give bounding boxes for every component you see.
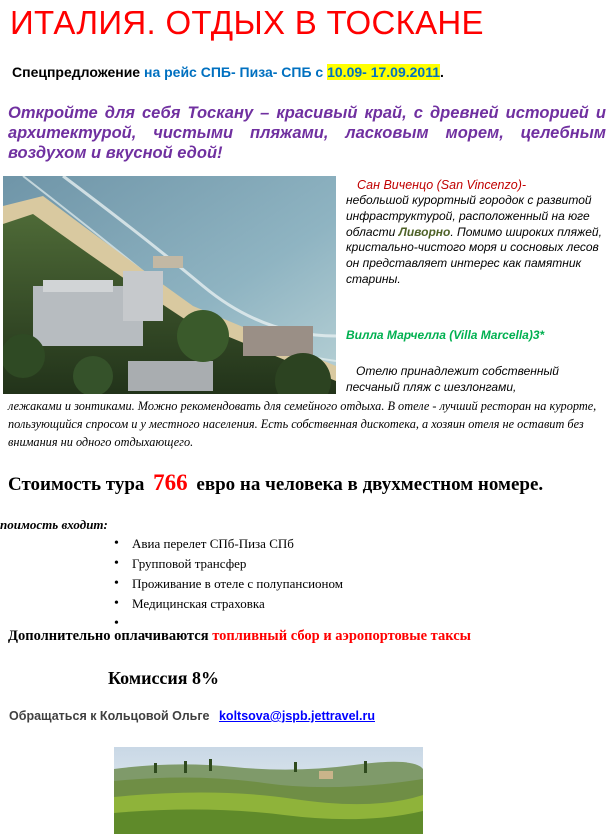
coast-photo [3,176,336,394]
offer-end: . [440,64,444,80]
extra-prefix: Дополнительно оплачиваются [8,628,209,644]
hotel-name: Вилла Марчелла (Villa Marcella)3* [346,328,545,342]
resort-title: Сан Виченцо (San Vincenzo)- [357,178,527,192]
list-item: • Проживание в отеле с полупансионом [114,574,343,594]
cost-prefix: Стоимость тура [8,474,145,495]
resort-desc-before: небольшой курортный городок с развитой инфраструктурой, расположенный на юге области [346,193,592,239]
offer-label: Спецпредложение [12,64,141,80]
cost-suffix: евро на человека в двухместном номере. [196,474,544,495]
resort-description [346,193,608,288]
cost-price: 766 [153,470,188,495]
hotel-desc-part1: Отелю принадлежит собственный песчаный пляж с шезлонгами, [346,364,559,394]
list-item: • Медицинская страховка [114,594,343,614]
contact-line [9,709,375,723]
resort-desc-after: . Помимо широких пляжей, кристально-чистого моря и сосновых лесов он представляет интерес как памятник старины. [346,224,602,286]
extra-payments [8,628,471,645]
special-offer-line [12,64,444,80]
offer-dates: 10.09- 17.09.2011 [327,64,440,80]
resort-region: Ливорно [398,224,451,239]
includes-list [114,534,343,634]
intro-paragraph: Откройте для себя Тоскану – красивый край, с древней историей и архитектурой, чистыми пляжами, ласковым морем, целебным воздухом и вкусной едой! [8,104,606,162]
list-item: • Авиа перелет СПб-Пиза СПб [114,534,343,554]
contact-email-link[interactable]: koltsova@jspb.jettravel.ru [218,709,375,723]
page-title: ИТАЛИЯ. ОТДЫХ В ТОСКАНЕ [10,4,484,41]
commission: Комиссия 8% [108,668,220,688]
tuscany-landscape-photo [114,747,423,834]
list-item: • Групповой трансфер [114,554,343,574]
includes-heading: поимость входит: [0,517,108,532]
extra-fees: топливный сбор и аэропортовые таксы [212,628,471,644]
contact-text: Обращаться к Кольцовой Ольге [9,709,210,723]
tour-cost [8,470,543,496]
offer-route: на рейс СПБ- Пиза- СПБ с [143,64,328,80]
hotel-desc-part2: лежаками и зонтиками. Можно рекомендовать для семейного отдыха. В отеле - лучший ресторан на курорте, пользующийся спросом и у местного населения. Есть собственная дискотека, а хозяин отеля не оставит без внимания ни одного отдыхающего. [8,399,597,449]
